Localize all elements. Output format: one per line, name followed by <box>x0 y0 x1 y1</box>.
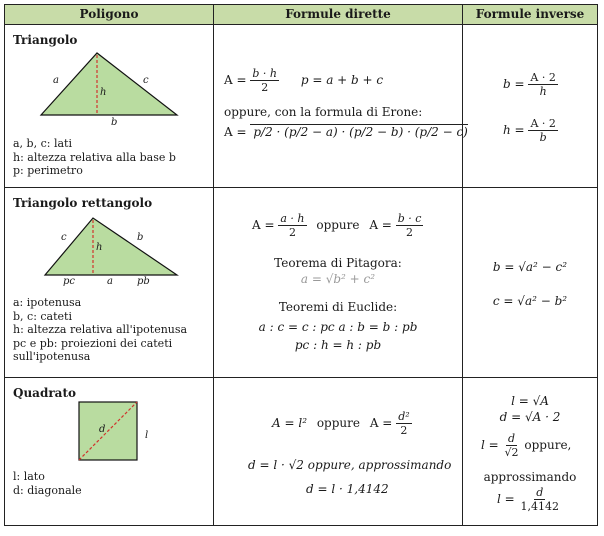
perimeter-formula: p = a + b + c <box>300 73 384 87</box>
inverse-formula-c: c = √a² − b² <box>492 294 568 308</box>
numerator: A · 2 <box>530 117 556 130</box>
formula-lhs: A = l² <box>272 416 307 430</box>
formula-lhs: A = <box>224 125 247 139</box>
numerator: a · h <box>280 212 305 225</box>
legend-line: h: altezza relativa all'ipotenusa <box>13 323 188 336</box>
formula-lhs: A = <box>224 73 247 87</box>
triangolo-formule-dirette <box>214 25 468 187</box>
formula-table <box>4 4 598 526</box>
denominator: √2 <box>504 446 519 459</box>
denominator: 1,4142 <box>520 500 560 513</box>
inverse-formula-h <box>503 117 558 144</box>
inverse-formula-l-frac <box>481 432 571 459</box>
formula-lhs: A = <box>369 218 392 232</box>
erone-intro: oppure, con la formula di Erone: <box>224 105 423 119</box>
inverse-formula-l-approx <box>497 486 561 513</box>
triangolo-area-formula <box>224 67 383 94</box>
rettangolo-formule-inverse <box>463 188 597 377</box>
approssimando-text: approssimando <box>483 470 577 484</box>
fraction <box>528 117 557 144</box>
inverse-formula-d: d = √A · 2 <box>499 410 561 424</box>
rettangolo-legend <box>13 296 187 364</box>
numerator: d <box>508 432 516 445</box>
legend-line: l: lato <box>13 470 45 483</box>
formula-lhs: l = <box>497 492 515 506</box>
triangolo-formule-inverse <box>463 25 597 187</box>
fraction <box>396 410 411 437</box>
formula-lhs: b = <box>503 77 525 91</box>
pitagora-formula: a = √b² + c² <box>300 272 376 286</box>
denominator: b <box>539 131 547 144</box>
numerator: d <box>536 486 544 499</box>
rettangolo-label-pc: pc <box>63 276 76 287</box>
fraction <box>519 486 562 513</box>
denominator: h <box>539 85 547 98</box>
legend-line: p: perimetro <box>13 164 83 177</box>
legend-line: sull'ipotenusa <box>13 350 91 363</box>
inverse-formula-l: l = √A <box>511 394 549 408</box>
quadrato-diagram <box>5 398 213 468</box>
triangolo-figure-cell <box>5 25 213 187</box>
euclide-title: Teoremi di Euclide: <box>278 300 398 314</box>
fraction <box>250 67 279 94</box>
rettangolo-shape <box>45 218 177 275</box>
oppure-text: oppure, <box>524 438 572 452</box>
denominator: 2 <box>261 81 269 94</box>
legend-line: d: diagonale <box>13 483 82 497</box>
fraction <box>278 212 306 239</box>
legend-line: h: altezza relativa alla base b <box>13 150 176 164</box>
header-formule-inverse: Formule inverse <box>463 5 597 25</box>
fraction <box>503 432 521 459</box>
numerator: d² <box>398 410 410 423</box>
rettangolo-title: Triangolo rettangolo <box>13 196 153 210</box>
quadrato-legend <box>13 470 82 497</box>
fraction <box>396 212 424 239</box>
euclide-formula-1: a : c = c : pc a : b = b : pb <box>258 320 418 334</box>
denominator: 2 <box>288 226 296 239</box>
quadrato-formule-dirette <box>214 378 462 525</box>
formula-lhs: A = <box>252 218 275 232</box>
diagonal-approx-formula: d = l · 1,4142 <box>306 482 389 496</box>
fraction <box>528 71 557 98</box>
legend-line: b, c: cateti <box>13 309 72 323</box>
triangolo-label-a: a <box>53 75 59 86</box>
quadrato-formule-inverse <box>463 378 597 525</box>
formula-lhs: A = <box>369 416 393 430</box>
formula-lhs: h = <box>503 123 525 137</box>
rettangolo-label-c: c <box>61 232 67 243</box>
numerator: b · c <box>397 212 422 225</box>
denominator: 2 <box>400 424 408 437</box>
formula-lhs: l = <box>481 438 499 452</box>
quadrato-area-formulas <box>272 410 412 437</box>
legend-line: a: ipotenusa <box>13 296 82 309</box>
rettangolo-figure-cell <box>5 188 213 377</box>
rettangolo-label-b: b <box>137 232 144 243</box>
rettangolo-formule-dirette <box>214 188 462 377</box>
triangolo-label-b: b <box>111 117 118 128</box>
erone-radicand: p/2 · (p/2 − a) · (p/2 − b) · (p/2 − c) <box>250 124 467 139</box>
quadrato-label-l: l <box>145 430 149 441</box>
triangolo-title: Triangolo <box>13 33 78 47</box>
legend-line: pc e pb: proiezioni dei cateti <box>13 336 173 350</box>
numerator: b · h <box>252 67 277 80</box>
legend-line: a, b, c: lati <box>13 137 72 150</box>
quadrato-figure-cell <box>5 378 213 525</box>
rettangolo-label-h: h <box>96 242 103 253</box>
oppure-text: oppure <box>316 218 360 232</box>
euclide-formula-2: pc : h = h : pb <box>294 338 382 352</box>
inverse-formula-b: b = √a² − c² <box>492 260 568 274</box>
quadrato-title: Quadrato <box>13 386 76 400</box>
erone-formula <box>224 125 468 139</box>
header-formule-dirette: Formule dirette <box>214 5 462 25</box>
denominator: 2 <box>406 226 414 239</box>
triangolo-label-h: h <box>100 87 107 98</box>
diagonal-formula: d = l · √2 oppure, approssimando <box>248 458 452 472</box>
rettangolo-label-pb: pb <box>137 276 150 287</box>
header-poligono: Poligono <box>5 5 213 25</box>
numerator: A · 2 <box>530 71 556 84</box>
quadrato-label-d: d <box>99 424 106 435</box>
oppure-text: oppure <box>316 416 360 430</box>
rettangolo-area-formulas <box>252 212 423 239</box>
rettangolo-label-a: a <box>107 276 113 287</box>
triangolo-legend <box>13 137 176 178</box>
triangolo-label-c: c <box>143 75 149 86</box>
inverse-formula-b <box>503 71 558 98</box>
pitagora-title: Teorema di Pitagora: <box>274 256 402 270</box>
triangolo-shape <box>41 53 177 115</box>
